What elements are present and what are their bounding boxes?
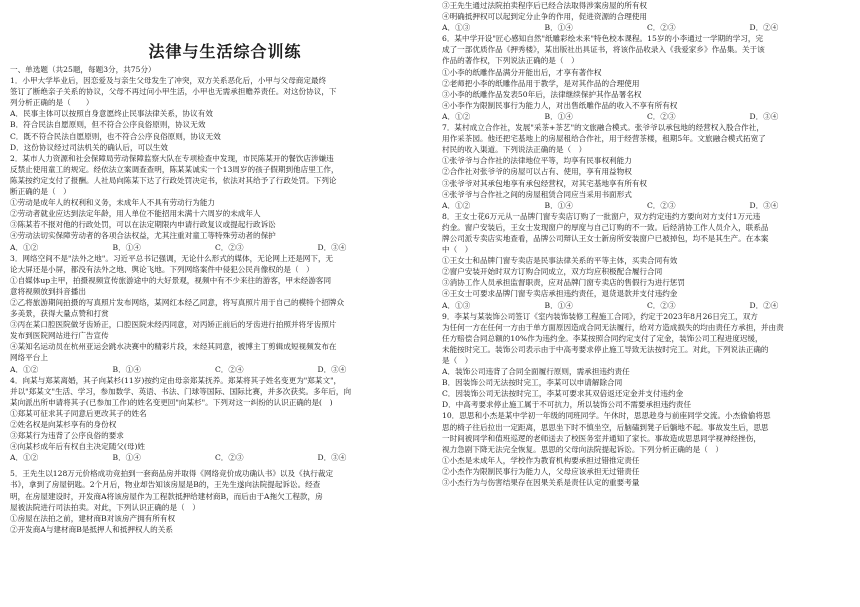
question-line: 作品的著作权，下列说法正确的是（ ） [442, 56, 579, 66]
option-c: C．②③ [647, 23, 676, 33]
statement-line: 意将视频放到抖音播出 [10, 286, 86, 296]
statement-line: ③小杰行为与伤害结果存在因果关系是责任认定的重要考量 [442, 478, 640, 488]
question-line: 约金。窗户安装后，王女士发现窗户的厚度与自己订购的不一致。后经消协工作人员介入，联系品 [442, 222, 769, 232]
statement-line: ②乙将旅游期间拍摄的写真照片发布网络，某网红本经乙同意，将写真照片用于自己的模特个招牌众 [10, 297, 345, 307]
question-9 [442, 311, 852, 411]
statement-line: ④明确抵押权可以起到定分止争的作用，促进资源的合理使用 [442, 12, 648, 22]
statement-line: ②窗户安装开始时双方订购合同成立，双方均应积极配合履行合同 [442, 267, 663, 277]
option-b: B．①④ [544, 200, 573, 210]
option-line: A．装饰公司违背了合同全面履行原则，需承担违约责任 [442, 367, 630, 377]
question-line: 未能按时完工。装饰公司表示由于中高考要求停止施工导致无法按时完工。对此，下列说法正确的 [442, 344, 769, 354]
option-a: A．①② [10, 242, 39, 252]
question-line: 陈某按约定支付了报酬。人社局向陈某下达了行政处罚决定书，依法对其给予了行政处罚。下列论 [10, 175, 337, 185]
option-d: D．③④ [749, 111, 779, 121]
option-c: C．②③ [647, 300, 676, 310]
option-b: B．①④ [544, 111, 573, 121]
statement-line: ③丙在某口腔医院做牙齿矫正，口腔医院未经丙同意，对丙矫正前后的牙齿进行拍照并将牙齿照片 [10, 320, 337, 330]
option-a: A．①③ [442, 23, 471, 33]
question-line: 视力急剧下降无法完全恢复。思思的父母向法院提起诉讼。下列分析正确的是（ ） [442, 444, 723, 454]
answer-options [442, 200, 852, 211]
answer-options [442, 22, 852, 33]
question-line: 7．某村成立合作社，发展"采茶+茶艺"的文旅融合模式。张爷爷以承包地的经营权入股合作社， [442, 123, 764, 133]
question-line: 成了一部优质作品《押秀楼》，某出版社出具证书，将该作品收录入《我爱家乡》作品集。关于该 [442, 45, 765, 55]
statement-line: ①张爷爷与合作社的法律地位平等，均享有民事权利能力 [442, 156, 632, 166]
question-line: 1．小甲大学毕业后，因恋爱及与亲生父母发生了冲突，双方关系恶化后，小甲与父母商定最终 [10, 76, 327, 86]
question-line: 2．某市人力资源和社会保障局劳动保障监察大队在专项检查中发现，市民陈某开的餐饮店涉嫌违 [10, 153, 334, 163]
question-5-continued [442, 0, 852, 33]
question-line: 5．王先生以128万元价格成功竞拍到一套商品房并取得《网络竞价成功确认书》以及《执行裁定 [10, 469, 334, 479]
statement-line: ②开发商A与建材商B是抵押人和抵押权人的关系 [10, 524, 173, 534]
statement-line: ④小李作为限制民事行为能力人，对出售纸雕作品的收入不享有所有权 [442, 100, 678, 110]
answer-options [10, 364, 420, 375]
statement-line: ③王先生通过法院拍卖程序后已经合法取得涉案房屋的所有权 [442, 1, 648, 10]
question-line: 牌公司派专卖店实地查看，品牌公司辩认王女士新房所安装窗户已被掉包，均不是其生产。在本案 [442, 233, 769, 243]
question-3 [10, 253, 420, 375]
statement-line: ②小杰作为限制民事行为能力人，父母应该承担无过错责任 [442, 466, 640, 476]
question-line: 6．某中学开设"匠心感知自然"纸雕彩绘未来"特色校本课程。15岁的小李通过一学期的学习，完 [442, 34, 764, 44]
question-line: 某向派出所申请将其子(已参加工作)的姓名变更回"向某杉"。下列对这一纠纷的认识正确的是( ) [10, 397, 333, 407]
section-heading: 一、单选题（共25题，每题3分，共75分） [10, 65, 156, 74]
option-line: C．因装饰公司无法按时完工，李某可要求其双倍返还定金并支付违约金 [442, 389, 684, 399]
question-line: 一时间被同学和值班巡逻的老师送去了校医务室并通知了家长。事故造成思思同学视神经挫伤， [442, 433, 761, 443]
question-line: 思的椅子往后拉出一定距离，思思坐下时不慎坐空，后脑磕到凳子后躺地不起。事故发生后，思思 [442, 422, 769, 432]
option-d: D．③④ [317, 242, 347, 252]
question-2 [10, 153, 420, 253]
question-5 [10, 468, 420, 535]
question-line: 用作采茶园。他还把宅基地上的房屋租给合作社，用于经营茶楼，租期5年。文旅融合模式拓宽了 [442, 134, 766, 144]
statement-line: ④劳动法切实保障劳动者的各项合法权益，尤其注重对童工等特殊劳动者的保护 [10, 231, 276, 241]
statement-line: ③消协工作人员承担监督职责，应对品牌门窗专卖店的售假行为进行惩罚 [442, 278, 685, 288]
option-d: D．②④ [749, 23, 779, 33]
option-a: A．①② [10, 364, 39, 374]
question-line: 反禁止使用童工的规定。经依法立案调查查明，陈某某诚实一个13周岁的孩子假期到他店里工作， [10, 164, 339, 174]
statement-line: ②姓名权是向某杉享有的身份权 [10, 420, 117, 429]
statement-line: 多美景，获得大量点赞和打赏 [10, 309, 109, 319]
question-line: 屋被法院进行司法拍卖。对此，下列认识正确的是（ ） [10, 502, 200, 512]
statement-line: 发布到医院网站进行广告宣传 [10, 331, 109, 341]
option-line: D．这份协议经过司法机关的确认后，可以生效 [10, 142, 168, 152]
statement-line: 网络平台上 [10, 353, 48, 363]
question-4 [10, 375, 420, 464]
right-column [442, 0, 852, 488]
option-b: B．①④ [112, 242, 141, 252]
question-line: 村民的收入渠道。下列说法正确的是（ ） [442, 145, 587, 155]
statement-line: ③张爷爷对其承包地享有承包经营权，对其宅基地享有所有权 [442, 178, 648, 188]
question-line: 书》，拿到了房屋钥匙。2个月后，物业却告知该房屋是B的，王先生遂向法院提起诉讼。经查 [10, 480, 321, 490]
option-c: C．②③ [215, 453, 244, 463]
question-8 [442, 211, 852, 311]
question-line: 3．网络空间不是"法外之地"。习近平总书记强调，无论什么形式的媒体，无论网上还是网下，无 [10, 253, 334, 263]
statement-line: ①自媒体up主甲，拍摄视频宣传旅游途中的大好景观，视频中有不少来往的游客，甲未经游客同 [10, 275, 332, 285]
statement-line: ①房屋在法拍之前，建材商B对该房产拥有所有权 [10, 513, 176, 523]
question-line: 是（ ） [442, 356, 473, 365]
option-a: A．①② [10, 453, 39, 463]
statement-line: ①郑某可征求其子同意后更改其子的姓名 [10, 408, 147, 418]
option-line: A．民事主体可以按照自身意愿终止民事法律关系，协议有效 [10, 109, 213, 119]
question-line: 10．思思和小杰是某中学初一年级的同班同学。午休时，思思趁身与前座同学交流。小杰偷偷将思 [442, 411, 771, 421]
option-b: B．①④ [544, 300, 573, 310]
option-a: A．①② [442, 111, 471, 121]
question-7 [442, 122, 852, 211]
option-a: A．①③ [442, 300, 471, 310]
question-6 [442, 33, 852, 122]
statement-line: ①小杰是未成年人，学校作为教育机构要承担过错推定责任 [442, 455, 640, 465]
option-line: B．符合民法自愿原则，但不符合公序良俗原则，协议无效 [10, 120, 206, 130]
answer-options [10, 452, 420, 463]
question-10 [442, 410, 852, 488]
answer-options [442, 111, 852, 122]
question-line: 4．向某与郑某离婚，其子向某杉(11岁)按约定由母亲郑某抚养。郑某将其子姓名变更为"郑某文"， [10, 375, 342, 385]
option-d: D．③④ [317, 364, 347, 374]
question-line: 8．王女士花6万元从一品牌门窗专卖店订购了一批窗户，双方约定违约方要向对方支付1万元违 [442, 211, 761, 221]
statement-line: ③郑某行为违背了公序良俗的要求 [10, 431, 124, 441]
page-title: 法律与生活综合训练 [148, 42, 302, 61]
option-c: C．②③ [647, 200, 676, 210]
statement-line: ②合作社对张爷爷的房屋可以占有、使用，享有用益物权 [442, 167, 632, 177]
question-line: 并以"郑某文"生活、学习，参加数学、英语、书法、门球等国际、国际比赛，并多次获奖。多年后，向 [10, 386, 352, 396]
left-column [10, 0, 420, 535]
option-c: C．②③ [215, 242, 244, 252]
question-line: 中（ ） [442, 245, 473, 255]
statement-line: ①王女士和品牌门窗专卖店是民事法律关系的平等主体，买卖合同有效 [442, 256, 678, 266]
answer-options [10, 242, 420, 253]
statement-line: ①劳动是成年人的权利和义务，未成年人不具有劳动行为能力 [10, 198, 216, 208]
option-a: A．①② [442, 200, 471, 210]
option-line: C．既不符合民法自愿原则，也不符合公序良俗原则，协议无效 [10, 131, 221, 141]
option-b: B．①④ [112, 453, 141, 463]
statement-line: ③小李的纸雕作品发表50年后，法律继续保护其作品署名权 [442, 89, 642, 99]
question-line: 论大屏还是小屏，都没有法外之地、舆论飞地。下列网络案件中侵犯公民肖像权的是（ ） [10, 264, 314, 274]
statement-line: ③陈某若不报对他的行政处罚，可以在法定期限内申请行政复议或提起行政诉讼 [10, 220, 276, 230]
option-line: D．中高考要求停止施工属于不可抗力，所以装饰公司不需要承担违约责任 [442, 400, 692, 410]
statement-line: ①小李的纸雕作品满分开能出后，才享有著作权 [442, 67, 602, 77]
option-c: C．②④ [215, 364, 244, 374]
option-line: B．因装饰公司无法按时完工，李某可以申请解除合同 [442, 378, 623, 388]
question-line: 签订了断绝亲子关系的协议，父母不再过问小甲生活，小甲也无需承担赡养责任。对这份协议，下 [10, 87, 337, 97]
option-b: B．①④ [112, 364, 141, 374]
answer-options [442, 300, 852, 311]
question-1 [10, 75, 420, 153]
statement-line: ④某知名运动员在杭州亚运会跳水决赛中的精彩片段，未经其同意，被博主丁剪辑成短视频发布在 [10, 342, 337, 352]
statement-line: ④王女士可要求品牌门窗专卖店承担违约责任，退货退款并支付违约金 [442, 289, 678, 299]
statement-line: ④张爷爷与合作社之间的房屋租赁合同应当采用书面形式 [442, 189, 632, 199]
statement-line: ②劳动者就业应达到法定年龄，用人单位不能招用未满十六周岁的未成年人 [10, 209, 261, 219]
option-d: D．③④ [317, 453, 347, 463]
question-line: 任方赔偿合同总额的10%作为违约金。李某按照合同约定支付了定金，装饰公司工程进度迟缓， [442, 333, 763, 343]
question-line: 明，在房屋建设时，开发商A将该房屋作为工程款抵押给建材商B，而后由于A拖欠工程款，房 [10, 491, 323, 501]
question-line: 断正确的是（ ） [10, 187, 71, 197]
statement-line: ②老师把小李的纸雕作品用于教学，是对其作品的合理使用 [442, 78, 640, 88]
question-line: 为任何一方在任何一方由于单方面原因造成合同无法履行，给对方造成损失的均由责任方承担，并由责 [442, 322, 784, 332]
option-c: C．②③ [647, 111, 676, 121]
question-line: 9．李某与某装饰公司签订《室内装饰装修工程施工合同》，约定于2023年8月26日完工，双方 [442, 311, 758, 321]
question-line: 列分析正确的是（ ） [10, 98, 94, 108]
statement-line: ④向某杉成年后有权自主决定随父(母)姓 [10, 442, 146, 452]
option-d: D．③④ [749, 200, 779, 210]
option-d: D．②④ [749, 300, 779, 310]
option-b: B．①④ [544, 23, 573, 33]
